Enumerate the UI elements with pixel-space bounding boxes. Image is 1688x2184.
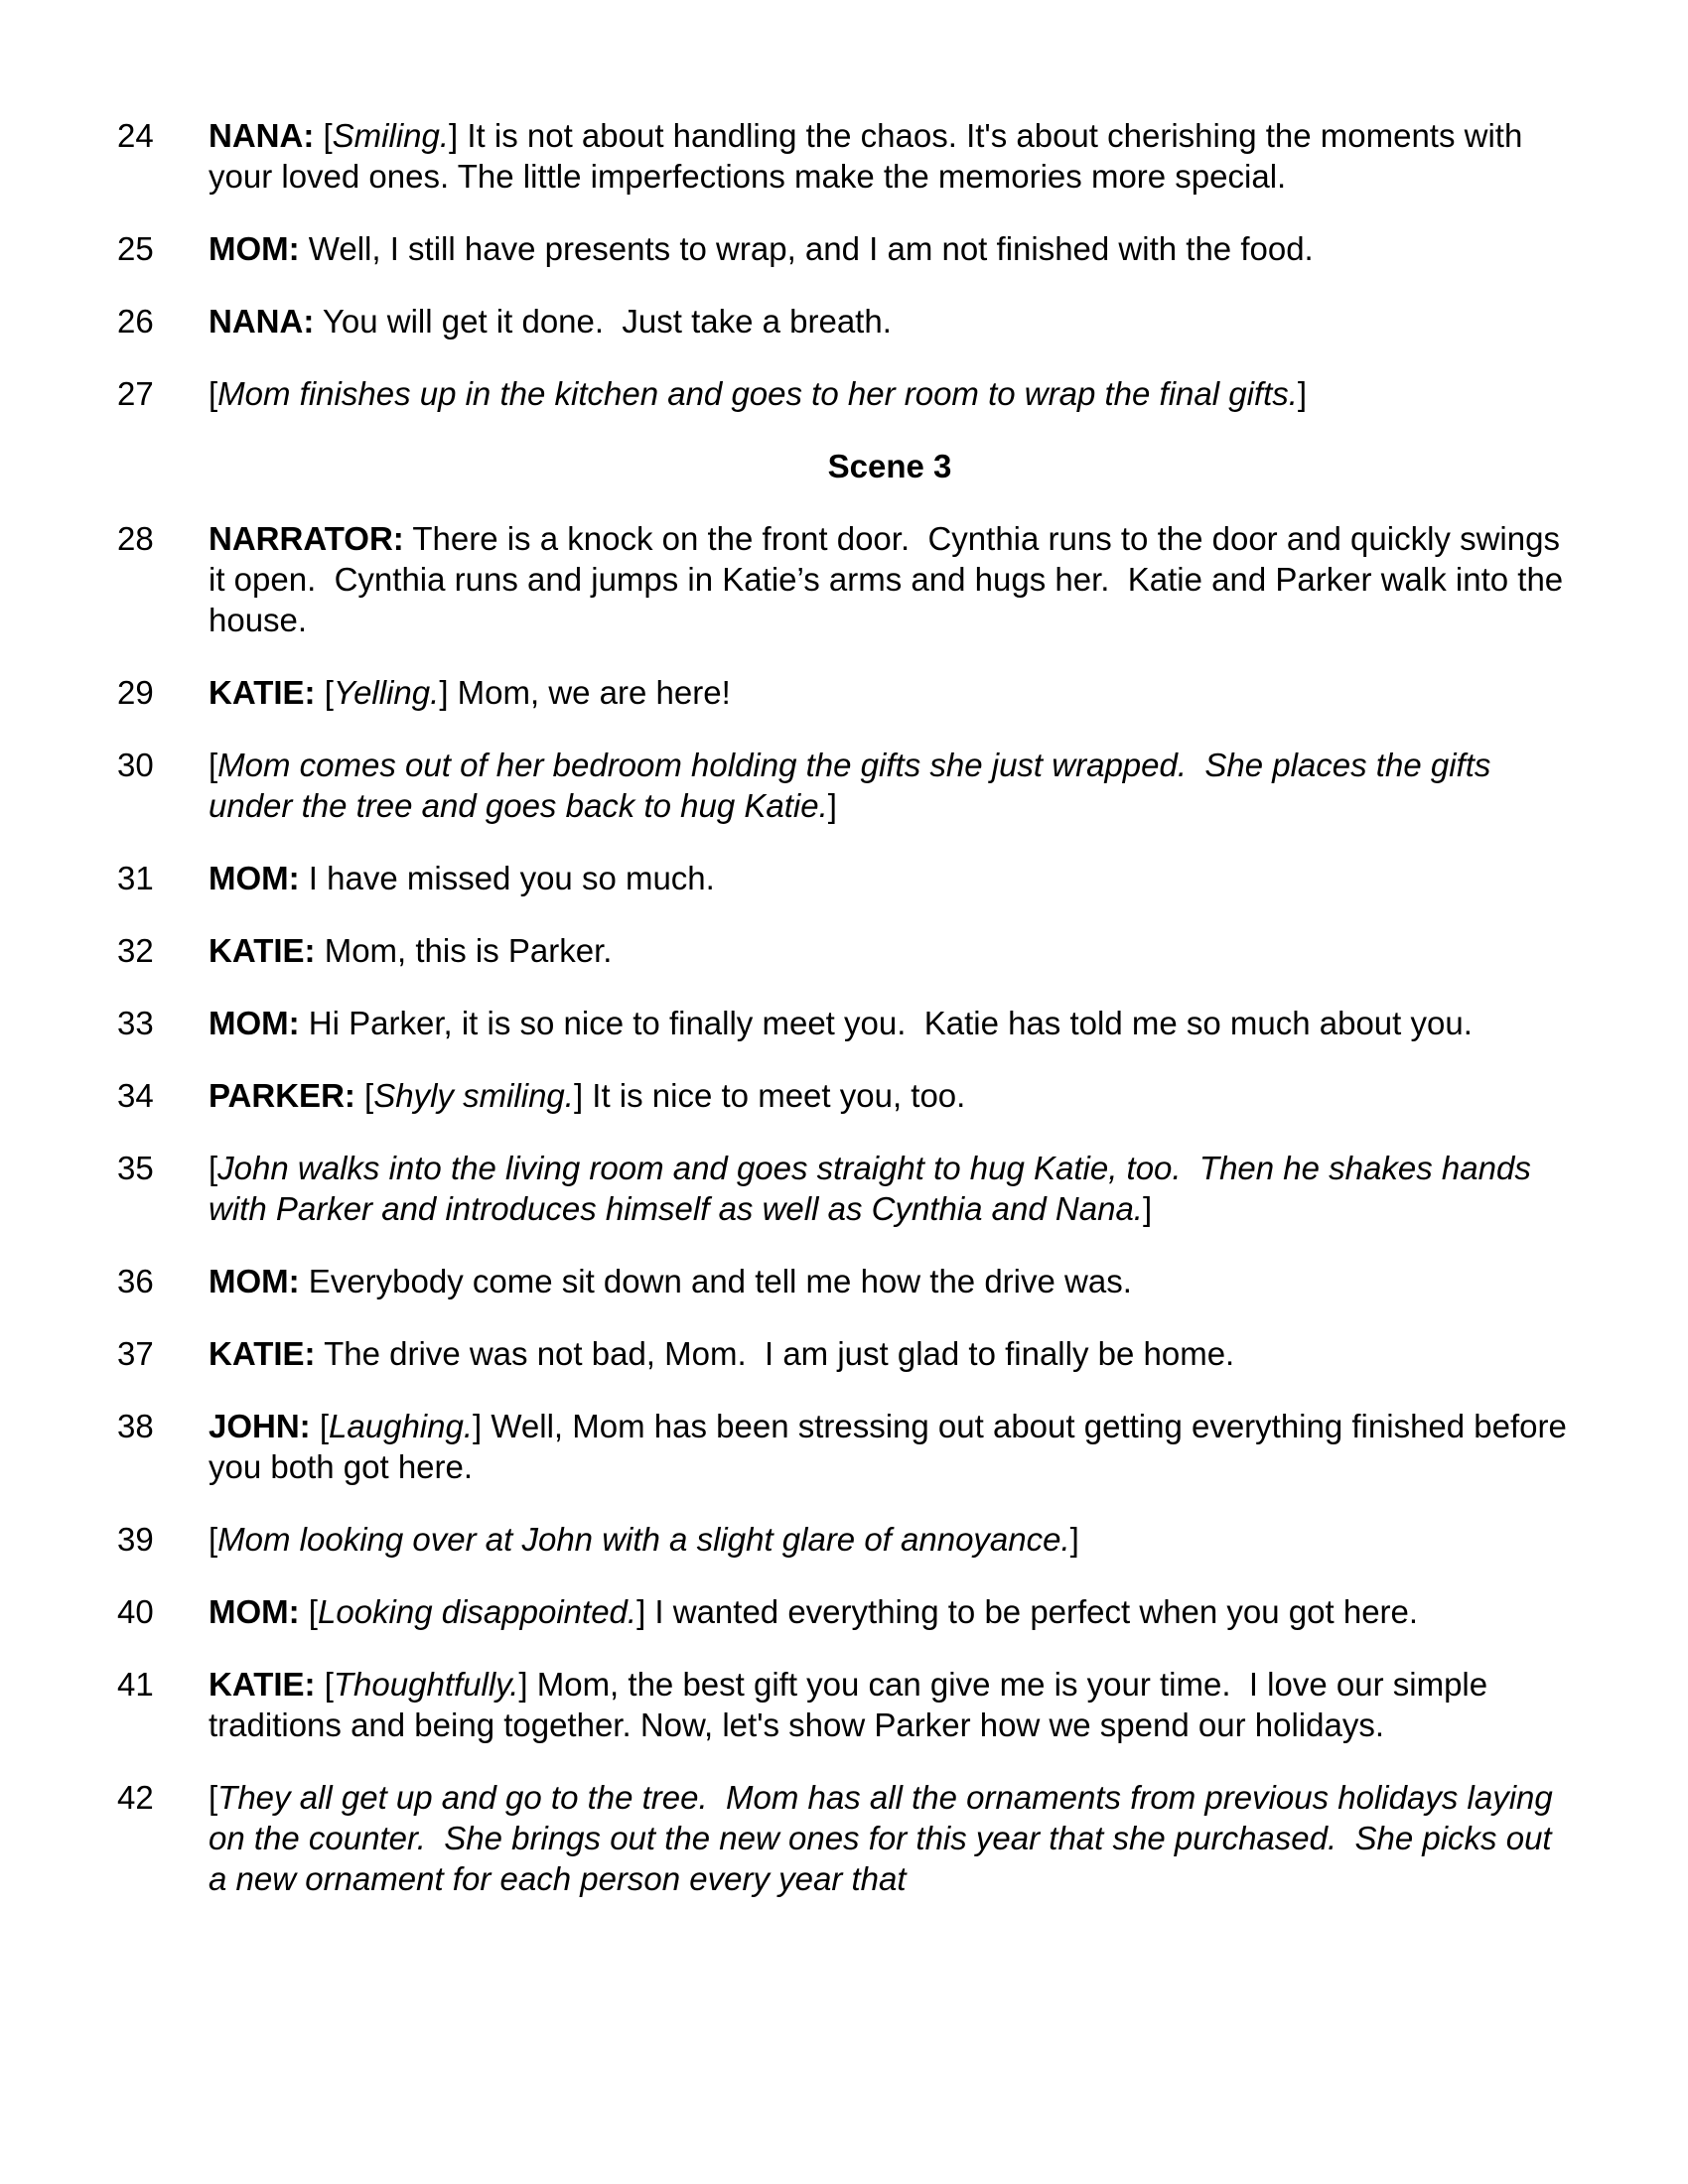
text-segment-italic: They all get up and go to the tree. Mom has all the ornaments from previous holidays laying on the counter. She brings out the new ones for this year that she purchased. She picks out a new ornament for each person every year that [209,1779,1562,1897]
text-segment-italic: Smiling. [332,117,450,154]
script-line [117,930,1571,971]
text-segment-bold: KATIE: [209,1335,316,1372]
text-segment-italic: Mom looking over at John with a slight glare of annoyance. [217,1521,1070,1558]
line-number: 26 [117,303,154,340]
script-entries [117,115,1577,1899]
text-segment-italic: Shyly smiling. [373,1077,574,1114]
line-text [209,1664,1571,1745]
text-segment-bold: KATIE: [209,1666,316,1703]
script-line [117,373,1571,414]
text-segment-normal: [ [310,1408,330,1444]
line-text [209,115,1571,197]
line-number: 34 [117,1077,154,1114]
line-text [209,228,1571,269]
text-segment-normal: There is a knock on the front door. Cynthia runs to the door and quickly swings it open. Cynthia runs and jumps in Katie’s arms and hugs her. Katie and Parker walk into the house. [209,520,1573,638]
script-line [117,518,1571,640]
text-segment-normal: Everybody come sit down and tell me how the drive was. [299,1263,1132,1299]
line-text [209,672,1571,713]
script-line [117,115,1571,197]
text-segment-normal: You will get it done. Just take a breath. [314,303,892,340]
text-segment-bold: MOM: [209,860,300,896]
script-line [117,301,1571,341]
script-line [117,1333,1571,1374]
text-segment-normal: ] [827,787,837,824]
line-number: 25 [117,230,154,267]
text-segment-normal: [ [315,1666,334,1703]
line-text [209,1777,1571,1899]
script-line [117,228,1571,269]
text-segment-bold: MOM: [209,230,300,267]
text-segment-normal: ] [1069,1521,1079,1558]
line-number: 27 [117,375,154,412]
line-number: 38 [117,1408,154,1444]
line-text [209,1003,1571,1043]
text-segment-italic: Mom finishes up in the kitchen and goes to her room to wrap the final gifts. [217,375,1298,412]
script-line [117,1148,1571,1229]
text-segment-normal: Well, I still have presents to wrap, and I am not finished with the food. [299,230,1314,267]
text-segment-normal: [ [299,1593,318,1630]
text-segment-normal: [ [314,117,333,154]
script-line [117,1777,1571,1899]
line-number: 29 [117,674,154,711]
text-segment-bold: MOM: [209,1593,300,1630]
scene-heading: Scene 3 [827,448,952,484]
line-number: 42 [117,1779,154,1816]
text-segment-italic: John walks into the living room and goes straight to hug Katie, too. Then he shakes hands with Parker and introduces himself as well as Cynthia and Nana. [209,1150,1540,1227]
text-segment-normal: ] Mom, we are here! [439,674,731,711]
script-line [117,1261,1571,1301]
line-text [209,1591,1571,1632]
line-text [209,930,1571,971]
line-text [209,745,1571,826]
script-line [117,1591,1571,1632]
line-number: 30 [117,747,154,783]
line-text [209,1519,1571,1560]
text-segment-normal: Hi Parker, it is so nice to finally meet you. Katie has told me so much about you. [299,1005,1473,1041]
script-line [117,1519,1571,1560]
line-text [209,1075,1571,1116]
text-segment-normal: [ [315,674,334,711]
line-number: 37 [117,1335,154,1372]
text-segment-italic: Looking disappointed. [317,1593,637,1630]
line-number: 36 [117,1263,154,1299]
line-number: 35 [117,1150,154,1186]
text-segment-bold: PARKER: [209,1077,355,1114]
line-text [209,1148,1571,1229]
text-segment-normal: [ [209,1779,218,1816]
line-number: 24 [117,117,154,154]
text-segment-italic: Thoughtfully. [333,1666,519,1703]
text-segment-normal: I have missed you so much. [299,860,715,896]
line-number: 32 [117,932,154,969]
text-segment-bold: NANA: [209,117,315,154]
line-number: 28 [117,520,154,557]
script-line [117,858,1571,898]
text-segment-normal: [ [209,1521,218,1558]
script-line [117,1003,1571,1043]
line-text [209,1261,1571,1301]
script-line [117,1075,1571,1116]
text-segment-normal: [ [209,375,218,412]
text-segment-bold: NANA: [209,303,315,340]
line-text [209,301,1571,341]
text-segment-italic: Mom comes out of her bedroom holding the gifts she just wrapped. She places the gifts under the tree and goes back to hug Katie. [209,747,1500,824]
text-segment-normal: [ [354,1077,374,1114]
script-line [117,672,1571,713]
text-segment-normal: ] I wanted everything to be perfect when you got here. [636,1593,1419,1630]
text-segment-bold: NARRATOR: [209,520,404,557]
script-line [117,1406,1577,1487]
text-segment-normal: ] Well, Mom has been stressing out about getting everything finished before you both got here. [209,1408,1577,1485]
line-number: 31 [117,860,154,896]
text-segment-normal: Mom, this is Parker. [315,932,613,969]
line-text [209,518,1571,640]
text-segment-normal: ] [1297,375,1308,412]
text-segment-italic: Yelling. [333,674,440,711]
script-line [117,745,1571,826]
line-text [209,858,1571,898]
text-segment-bold: KATIE: [209,932,316,969]
line-number: 33 [117,1005,154,1041]
line-text [209,373,1571,414]
line-number: 40 [117,1593,154,1630]
text-segment-bold: KATIE: [209,674,316,711]
text-segment-normal: The drive was not bad, Mom. I am just glad to finally be home. [315,1335,1235,1372]
text-segment-normal: [ [209,747,218,783]
text-segment-normal: [ [209,1150,218,1186]
text-segment-bold: MOM: [209,1005,300,1041]
line-text [209,1333,1571,1374]
text-segment-normal: ] Mom, the best gift you can give me is your time. I love our simple traditions and being together. Now, let's show Parker how we spend our holidays. [209,1666,1497,1743]
text-segment-italic: Laughing. [329,1408,474,1444]
text-segment-bold: MOM: [209,1263,300,1299]
line-number: 39 [117,1521,154,1558]
line-text [209,1406,1577,1487]
line-number: 41 [117,1666,154,1703]
text-segment-normal: ] It is not about handling the chaos. It's about cherishing the moments with your loved ones. The little imperfections make the memories more special. [209,117,1532,195]
text-segment-bold: JOHN: [209,1408,311,1444]
text-segment-normal: ] [1142,1190,1153,1227]
text-segment-normal: ] It is nice to meet you, too. [573,1077,966,1114]
script-line [117,1664,1571,1745]
